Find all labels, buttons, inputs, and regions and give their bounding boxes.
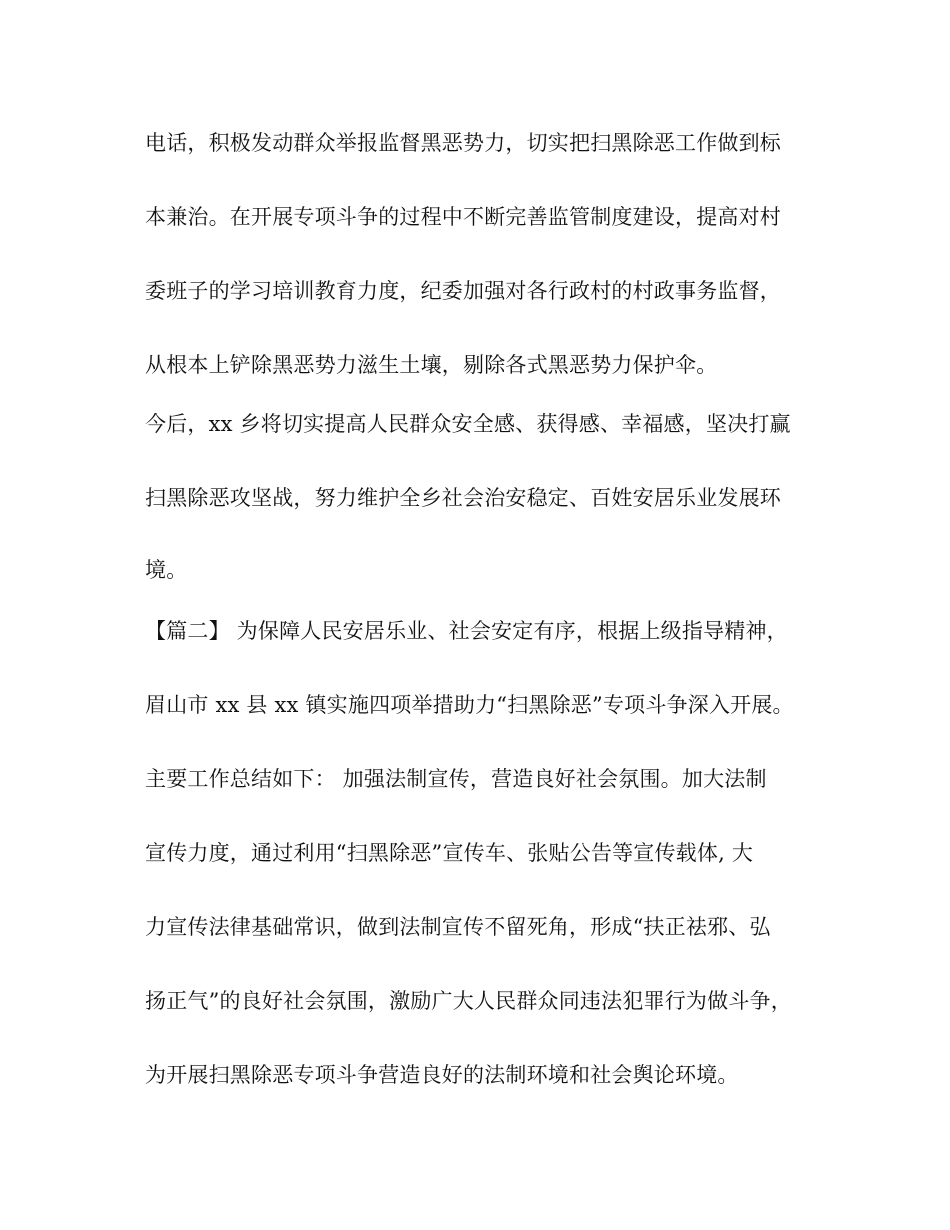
text-line: 扫黑除恶攻坚战，努力维护全乡社会治安稳定、百姓安居乐业发展环 bbox=[145, 486, 781, 510]
text-line: 为开展扫黑除恶专项斗争营造良好的法制环境和社会舆论环境。 bbox=[145, 1063, 739, 1087]
text-line: 力宣传法律基础常识，做到法制宣传不留死角，形成“扶正祛邪、弘 bbox=[145, 915, 771, 939]
text-line: 眉山市 xx 县 xx 镇实施四项举措助力“扫黑除恶”专项斗争深入开展。 bbox=[145, 693, 794, 717]
text-line: 电话，积极发动群众举报监督黑恶势力，切实把扫黑除恶工作做到标 bbox=[145, 131, 781, 155]
section-heading-line: 【篇二】 为保障人民安居乐业、社会安定有序，根据上级指导精神， bbox=[145, 619, 788, 643]
text-line: 委班子的学习培训教育力度，纪委加强对各行政村的村政事务监督， bbox=[145, 279, 781, 303]
text-line: 本兼治。在开展专项斗争的过程中不断完善监管制度建设，提高对村 bbox=[145, 205, 781, 229]
text-line: 境。 bbox=[145, 558, 188, 582]
text-line: 今后，xx 乡将切实提高人民群众安全感、获得感、幸福感，坚决打赢 bbox=[145, 412, 791, 436]
text-line: 主要工作总结如下： 加强法制宣传，营造良好社会氛围。加大法制 bbox=[145, 767, 767, 791]
text-line: 扬正气”的良好社会氛围，激励广大人民群众同违法犯罪行为做斗争， bbox=[145, 989, 792, 1013]
text-line: 宣传力度，通过利用“扫黑除恶”宣传车、张贴公告等宣传载体, 大 bbox=[145, 841, 754, 865]
text-line: 从根本上铲除黑恶势力滋生土壤，剔除各式黑恶势力保护伞。 bbox=[145, 353, 718, 377]
